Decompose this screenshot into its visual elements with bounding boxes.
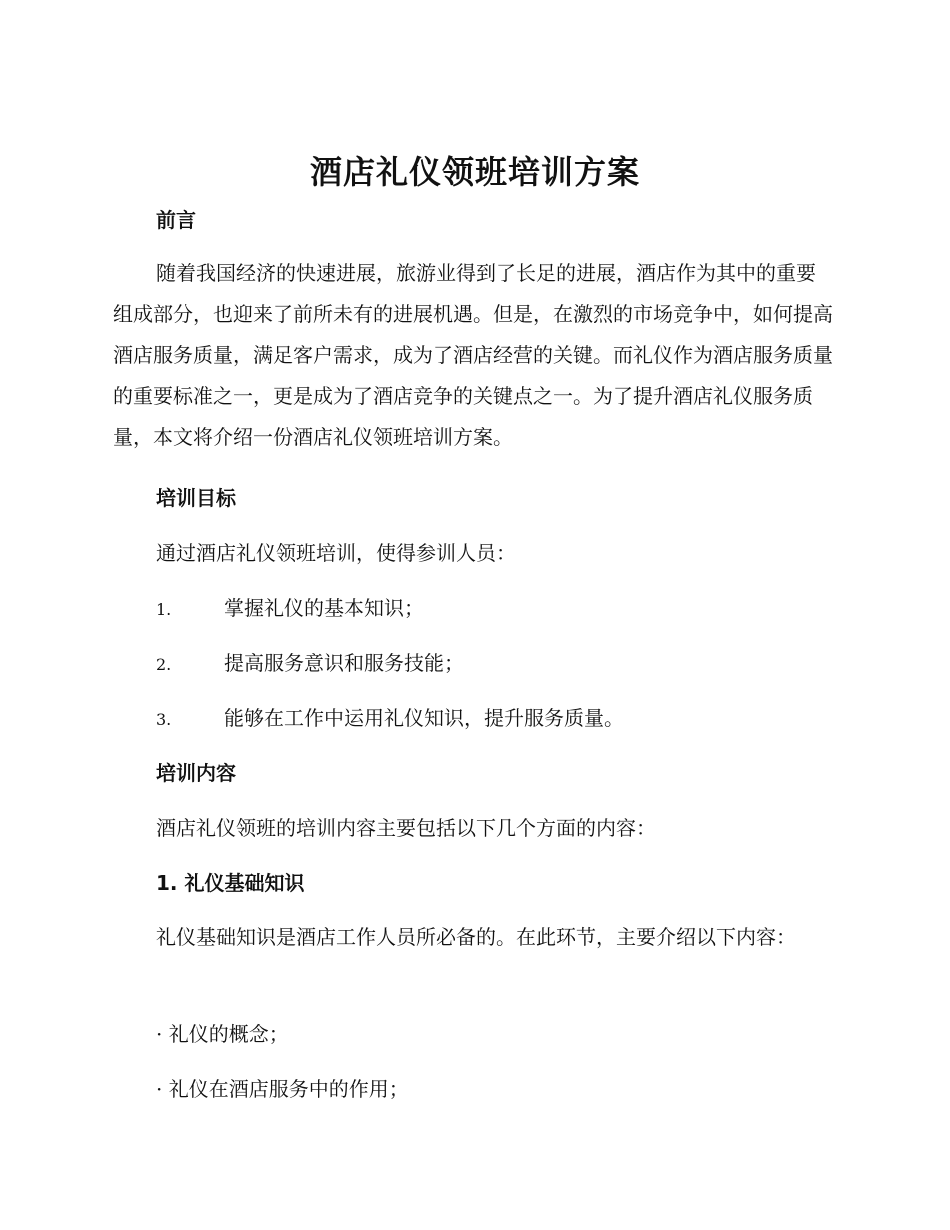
goal-item-number: 2. [156,655,172,674]
goal-item-number: 3. [156,710,172,729]
goal-item-3 [156,704,624,734]
document-title: 酒店礼仪领班培训方案 [309,153,640,191]
etiquette-basics-paragraph: 礼仪基础知识是酒店工作人员所必备的。在此环节，主要介绍以下内容： [156,925,796,949]
subheading-etiquette-basics: 1. 礼仪基础知识 [156,871,305,895]
goal-item-2 [156,649,464,679]
heading-goals: 培训目标 [156,486,236,510]
bullet-item-2: · 礼仪在酒店服务中的作用； [156,1077,409,1101]
preface-paragraph: 随着我国经济的快速进展，旅游业得到了长足的进展，酒店作为其中的重要组成部分，也迎来了前所未有的进展机遇。但是，在激烈的市场竞争中，如何提高酒店服务质量，满足客户需求，成为了酒店经营的关键。而礼仪作为酒店服务质量的重要标准之一，更是成为了酒店竞争的关键点之一。为了提升酒店礼仪服务质量，本文将介绍一份酒店礼仪领班培训方案。 [113,261,833,449]
goal-item-number: 1. [156,600,172,619]
goal-item-text: 能够在工作中运用礼仪知识，提升服务质量。 [224,706,624,730]
goal-item-text: 掌握礼仪的基本知识； [224,596,424,620]
goal-item-text: 提高服务意识和服务技能； [224,651,464,675]
bullet-item-1: · 礼仪的概念； [156,1022,289,1046]
heading-preface: 前言 [156,208,196,232]
goal-item-1 [156,594,424,624]
heading-content: 培训内容 [156,761,236,785]
content-intro: 酒店礼仪领班的培训内容主要包括以下几个方面的内容： [156,816,656,840]
goals-intro: 通过酒店礼仪领班培训，使得参训人员： [156,541,516,565]
